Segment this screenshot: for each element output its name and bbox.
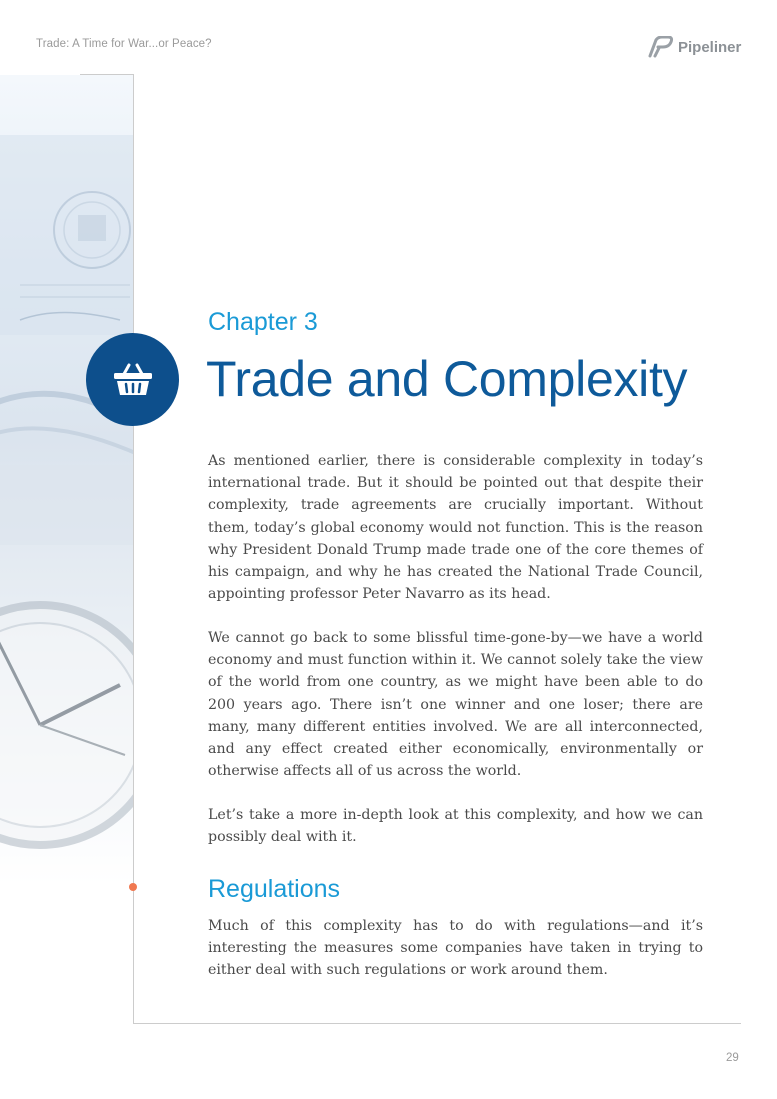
- body-paragraph-1: As mentioned earlier, there is considerable complexity in today’s international trade. But it should be pointed out that despite their complexity, trade agreements are crucially important. Without them, today’s global economy would not function. This is the reason why President Donald Trump made trade one of the core themes of his campaign, and why he has created the National Trade Council, appointing professor Peter Navarro as its head.: [208, 453, 703, 603]
- section-paragraph: Much of this complexity has to do with regulations—and it’s interesting the measures some companies have taken in trying to either deal with such regulations or work around them.: [208, 918, 703, 979]
- page-number: 29: [726, 1052, 739, 1064]
- frame-line-bottom: [133, 1023, 741, 1024]
- chapter-label: Chapter 3: [208, 308, 318, 336]
- body-paragraph-3: Let’s take a more in-depth look at this complexity, and how we can possibly deal with it.: [208, 807, 703, 846]
- section-heading-regulations: Regulations: [208, 875, 341, 903]
- pipeliner-logo: [646, 34, 741, 60]
- sidebar-background-image: [0, 75, 134, 885]
- frame-line-top: [80, 74, 134, 75]
- section-marker-dot: [129, 883, 137, 891]
- chapter-title: Trade and Complexity: [206, 351, 688, 407]
- pipeliner-logo-icon: [646, 36, 674, 58]
- body-paragraph-2: We cannot go back to some blissful time-gone-by—we have a world economy and must function within it. We cannot solely take the view of the world from one country, as we might have been able to do 200 years ago. There isn’t one winner and one loser; there are many, many different entities involved. We are all interconnected, and any effect created either economically, environmentally or otherwise affects all of us across the world.: [208, 630, 703, 780]
- document-title: Trade: A Time for War...or Peace?: [36, 38, 212, 50]
- chapter-badge: [86, 333, 179, 426]
- frame-line-left: [133, 74, 134, 1024]
- logo-text: Pipeliner: [678, 38, 742, 56]
- basket-icon: [111, 362, 155, 398]
